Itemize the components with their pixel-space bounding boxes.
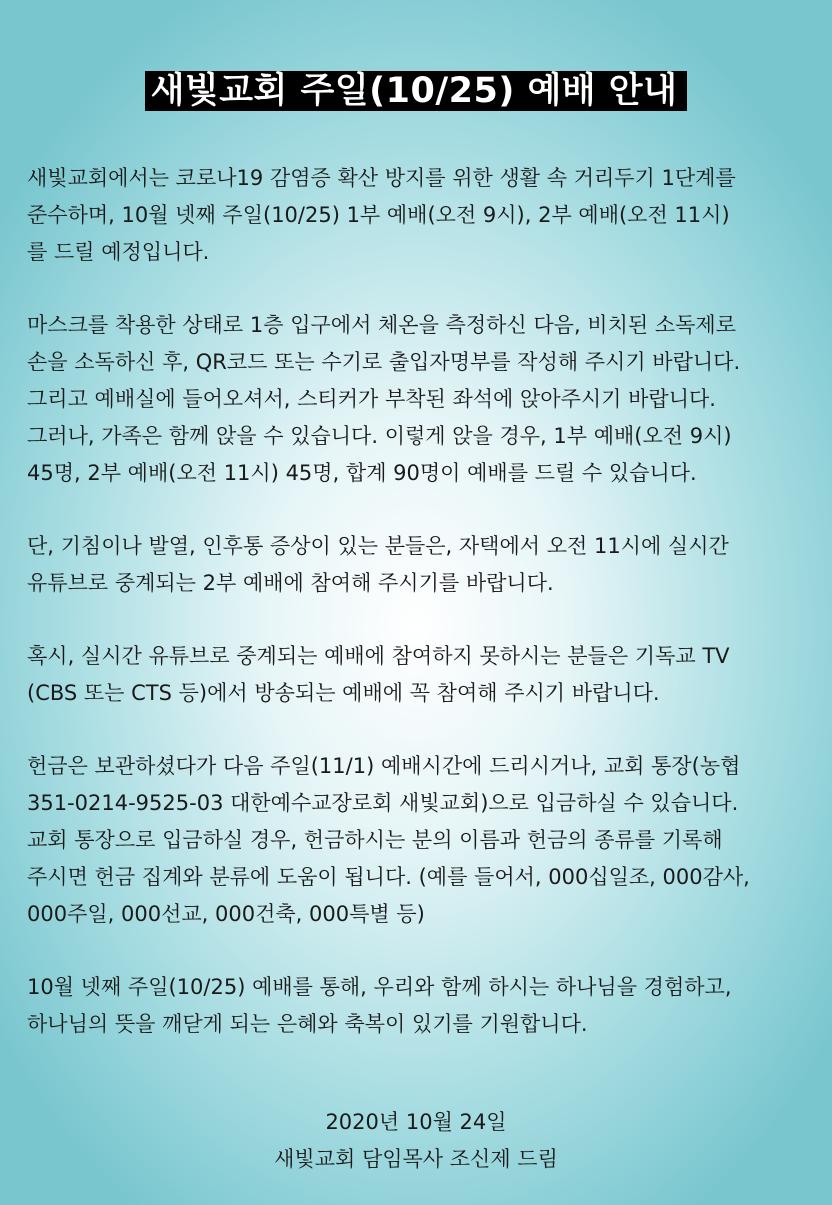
notice-body — [27, 160, 817, 1043]
text-line: 준수하며, 10월 넷째 주일(10/25) 1부 예배(오전 9시), 2부 예배(오전 11시) — [27, 203, 730, 227]
paragraph-spacer — [27, 712, 817, 748]
text-line: 단, 기침이나 발열, 인후통 증상이 있는 분들은, 자택에서 오전 11시에 실시간 — [27, 534, 729, 558]
text-line: (CBS 또는 CTS 등)에서 방송되는 예배에 꼭 참여해 주시기 바랍니다. — [27, 681, 660, 705]
paragraph-entry-rules — [27, 307, 817, 492]
text-line: 헌금은 보관하셨다가 다음 주일(11/1) 예배시간에 드리시거나, 교회 통장(농협 — [27, 754, 741, 778]
paragraph-closing — [27, 969, 817, 1043]
text-line: 하나님의 뜻을 깨닫게 되는 은혜와 축복이 있기를 기원합니다. — [27, 1012, 588, 1036]
signature-block — [0, 1104, 832, 1178]
text-line: 그러나, 가족은 함께 앉을 수 있습니다. 이렇게 앉을 경우, 1부 예배(오전 9시) — [27, 424, 732, 448]
page-title: 새빛교회 주일(10/25) 예배 안내 — [145, 71, 688, 111]
text-line: 교회 통장으로 입금하실 경우, 헌금하시는 분의 이름과 헌금의 종류를 기록해 — [27, 828, 723, 852]
paragraph-broadcast — [27, 638, 817, 712]
text-line: 그리고 예배실에 들어오셔서, 스티커가 부착된 좌석에 앉아주시기 바랍니다. — [27, 387, 716, 411]
text-line: 혹시, 실시간 유튜브로 중계되는 예배에 참여하지 못하시는 분들은 기독교 TV — [27, 644, 730, 668]
text-line: 주시면 헌금 집계와 분류에 도움이 됩니다. (예를 들어서, 000십일조, 000감사, — [27, 865, 750, 889]
text-line: 45명, 2부 예배(오전 11시) 45명, 합계 90명이 예배를 드릴 수 있습니다. — [27, 461, 697, 485]
paragraph-offering — [27, 748, 817, 933]
text-line: 10월 넷째 주일(10/25) 예배를 통해, 우리와 함께 하시는 하나님을 경험하고, — [27, 975, 732, 999]
paragraph-spacer — [27, 933, 817, 969]
text-line: 새빛교회에서는 코로나19 감염증 확산 방지를 위한 생활 속 거리두기 1단계를 — [27, 166, 736, 190]
paragraph-symptoms — [27, 528, 817, 602]
paragraph-spacer — [27, 602, 817, 638]
text-line: 000주일, 000선교, 000건축, 000특별 등) — [27, 902, 425, 926]
title-banner — [0, 71, 832, 111]
paragraph-spacer — [27, 271, 817, 307]
text-line: 유튜브로 중계되는 2부 예배에 참여해 주시기를 바랍니다. — [27, 571, 554, 595]
text-line: 351-0214-9525-03 대한예수교장로회 새빛교회)으로 입금하실 수 있습니다. — [27, 791, 739, 815]
signature-date: 2020년 10월 24일 — [325, 1110, 507, 1134]
signature-author: 새빛교회 담임목사 조신제 드림 — [274, 1147, 558, 1171]
text-line: 손을 소독하신 후, QR코드 또는 수기로 출입자명부를 작성해 주시기 바랍니다. — [27, 350, 741, 374]
paragraph-intro — [27, 160, 817, 271]
text-line: 를 드릴 예정입니다. — [27, 240, 210, 264]
paragraph-spacer — [27, 492, 817, 528]
text-line: 마스크를 착용한 상태로 1층 입구에서 체온을 측정하신 다음, 비치된 소독제로 — [27, 313, 736, 337]
